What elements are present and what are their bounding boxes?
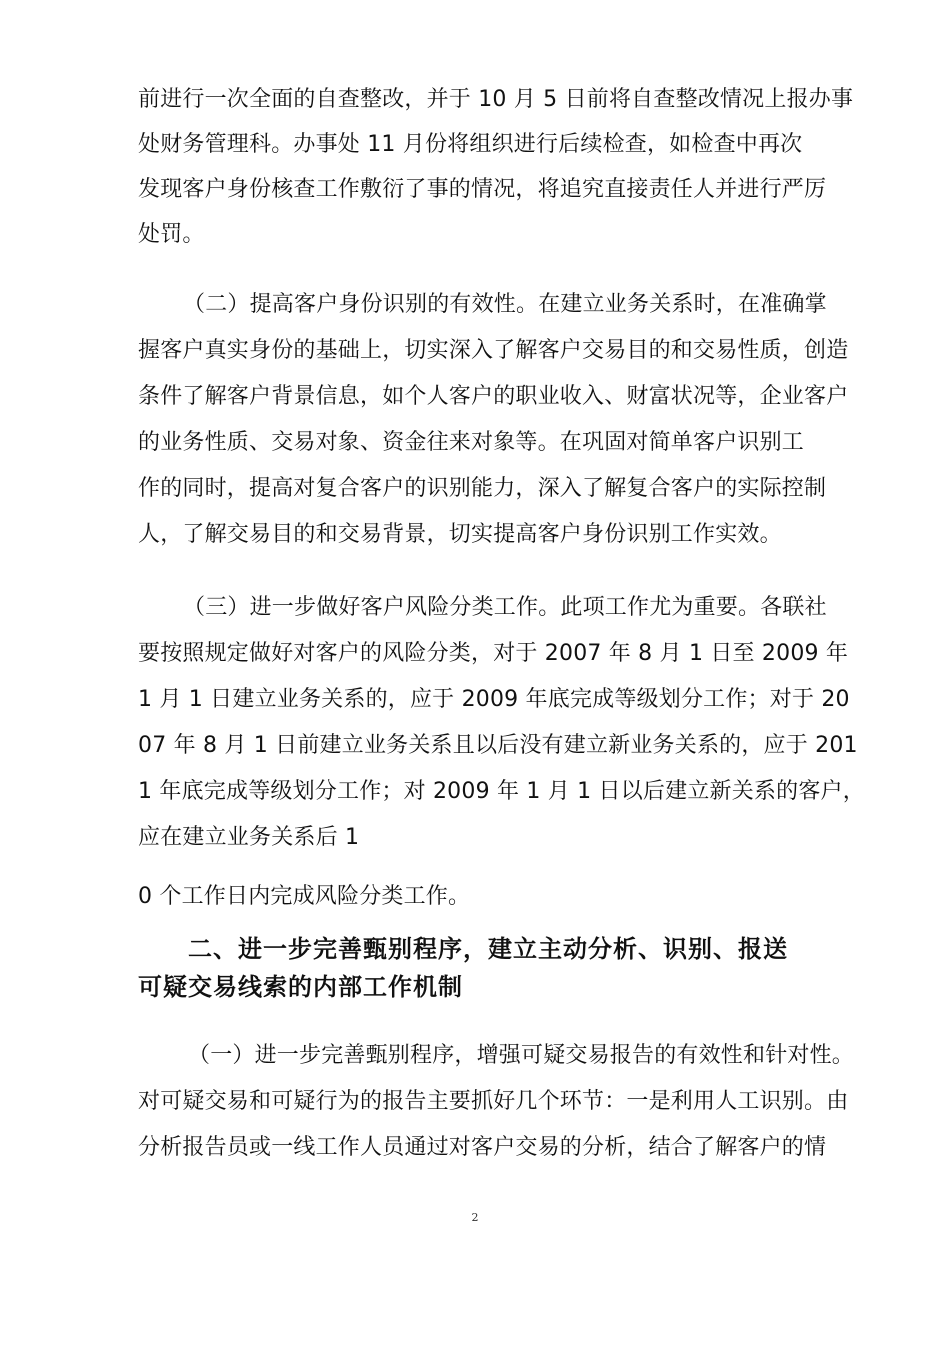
paragraph-line: 应在建立业务关系后 1 (138, 825, 360, 850)
paragraph-line: 对可疑交易和可疑行为的报告主要抓好几个环节：一是利用人工识别。由 (138, 1089, 849, 1114)
section-heading-line: 二、进一步完善甄别程序，建立主动分析、识别、报送 (188, 935, 788, 963)
paragraph-line: 发现客户身份核查工作敷衍了事的情况，将追究直接责任人并进行严厉 (138, 177, 827, 202)
section-heading-line: 可疑交易线索的内部工作机制 (138, 973, 463, 1001)
paragraph-line: （二）提高客户身份识别的有效性。在建立业务关系时，在准确掌 (183, 292, 827, 317)
paragraph-line: 条件了解客户背景信息，如个人客户的职业收入、财富状况等，企业客户 (138, 384, 849, 409)
paragraph-line: 1 年底完成等级划分工作；对 2009 年 1 月 1 日以后建立新关系的客户， (138, 779, 865, 804)
page-number: 2 (471, 1211, 479, 1224)
paragraph-line: 0 个工作日内完成风险分类工作。 (138, 884, 471, 909)
paragraph-line: 前进行一次全面的自查整改，并于 10 月 5 日前将自查整改情况上报办事 (138, 87, 854, 112)
paragraph-line: 07 年 8 月 1 日前建立业务关系且以后没有建立新业务关系的，应于 201 (138, 733, 858, 758)
paragraph-line: 的业务性质、交易对象、资金往来对象等。在巩固对简单客户识别工 (138, 430, 805, 455)
paragraph-line: 处罚。 (138, 222, 205, 247)
paragraph-line: （一）进一步完善甄别程序，增强可疑交易报告的有效性和针对性。 (188, 1043, 855, 1068)
paragraph-line: 1 月 1 日建立业务关系的，应于 2009 年底完成等级划分工作；对于 20 (138, 687, 850, 712)
paragraph-line: 处财务管理科。办事处 11 月份将组织进行后续检查，如检查中再次 (138, 132, 803, 157)
paragraph-line: 握客户真实身份的基础上，切实深入了解客户交易目的和交易性质，创造 (138, 338, 849, 363)
paragraph-line: 作的同时，提高对复合客户的识别能力，深入了解复合客户的实际控制 (138, 476, 827, 501)
paragraph-line: 要按照规定做好对客户的风险分类，对于 2007 年 8 月 1 日至 2009 年 (138, 641, 849, 666)
paragraph-line: 分析报告员或一线工作人员通过对客户交易的分析，结合了解客户的情 (138, 1135, 827, 1160)
paragraph-line: （三）进一步做好客户风险分类工作。此项工作尤为重要。各联社 (183, 595, 827, 620)
paragraph-line: 人，了解交易目的和交易背景，切实提高客户身份识别工作实效。 (138, 522, 782, 547)
